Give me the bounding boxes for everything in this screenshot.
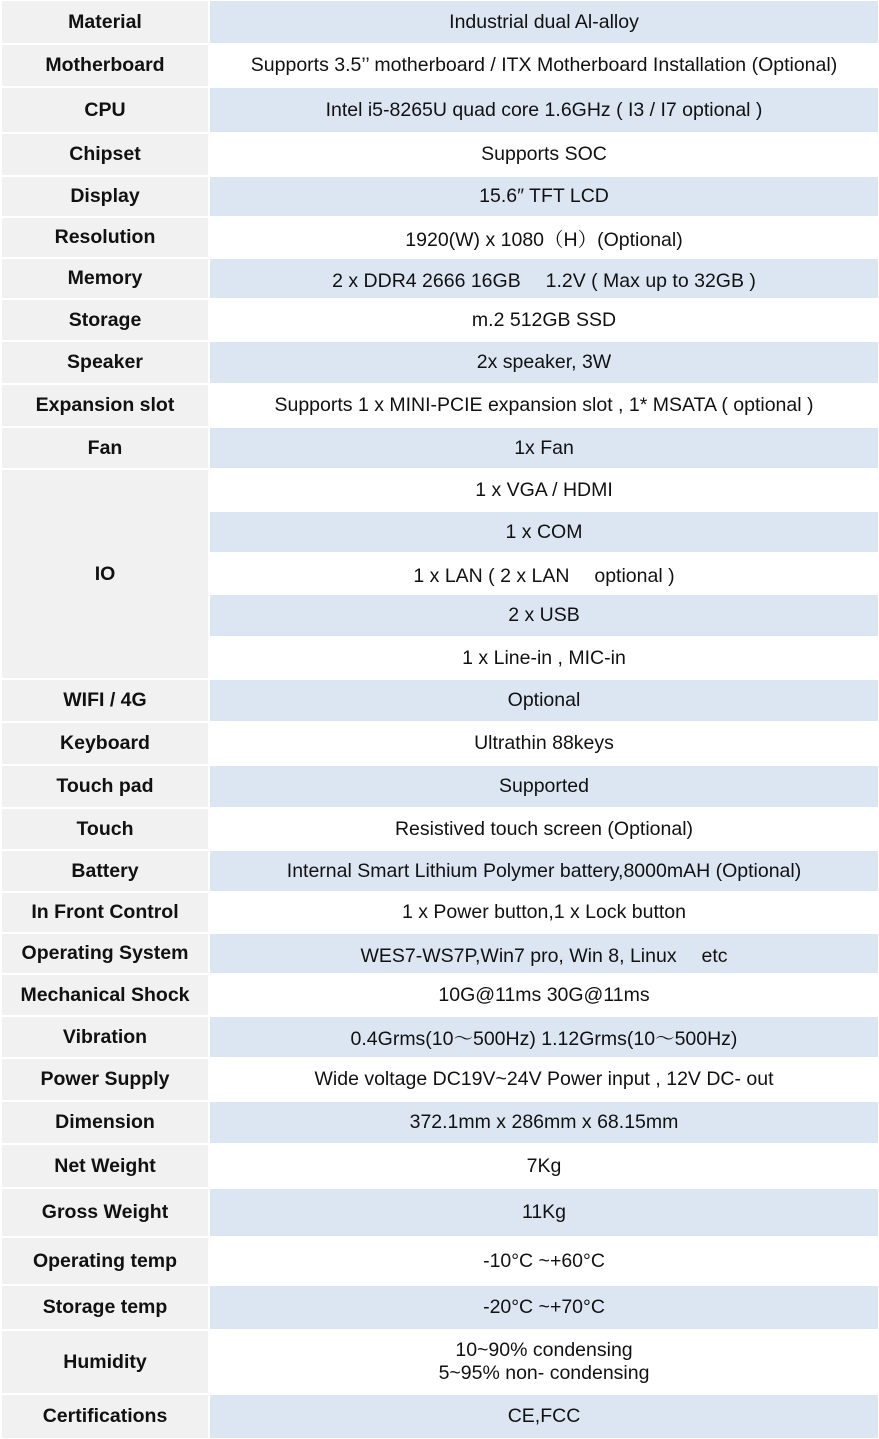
- spec-label: Vibration: [2, 1017, 208, 1057]
- spec-value: [210, 595, 878, 636]
- spec-value: [210, 512, 878, 552]
- spec-label: Display: [2, 177, 208, 216]
- spec-value-line: m.2 512GB SSD: [471, 308, 617, 331]
- spec-value-line: 2x speaker, 3W: [476, 351, 612, 373]
- spec-value-line: Supported: [499, 775, 589, 797]
- spec-value-line: Supports 3.5’’ motherboard / ITX Motherboard Installation (Optional): [250, 54, 838, 76]
- spec-label: Gross Weight: [2, 1189, 208, 1236]
- spec-label: Memory: [2, 259, 208, 298]
- spec-label: Storage temp: [2, 1286, 208, 1329]
- spec-value-line: WES7-WS7P,Win7 pro, Win 8, Linux etc: [360, 944, 728, 967]
- spec-value: [210, 218, 878, 257]
- spec-value-line: CE,FCC: [507, 1405, 581, 1427]
- spec-label: Touch pad: [2, 766, 208, 807]
- spec-label: Operating temp: [2, 1238, 208, 1284]
- spec-label: In Front Control: [2, 893, 208, 932]
- spec-value-line: -10°C ~+60°C: [483, 1249, 605, 1272]
- spec-label: Net Weight: [2, 1145, 208, 1187]
- spec-value: [210, 259, 878, 298]
- spec-value: [210, 851, 878, 891]
- spec-label: CPU: [2, 88, 208, 132]
- spec-value-line: Resistived touch screen (Optional): [394, 817, 694, 840]
- spec-label: WIFI / 4G: [2, 680, 208, 721]
- spec-value-line: Supports SOC: [481, 143, 607, 165]
- spec-value: [210, 342, 878, 383]
- spec-value: [210, 1331, 878, 1393]
- spec-value: [210, 638, 878, 678]
- spec-label: Speaker: [2, 342, 208, 383]
- spec-value-line: Internal Smart Lithium Polymer battery,8000mAH (Optional): [286, 859, 802, 882]
- spec-label: Motherboard: [2, 45, 208, 86]
- spec-value: [210, 177, 878, 216]
- spec-value-line: 1x Fan: [514, 436, 574, 459]
- spec-value: [210, 300, 878, 340]
- spec-value-line: 5~95% non- condensing: [438, 1362, 650, 1384]
- spec-value-line: Intel i5-8265U quad core 1.6GHz ( I3 / I7 optional ): [325, 98, 763, 121]
- spec-value-line: 10~90% condensing: [455, 1339, 633, 1361]
- spec-value-line: 1 x Line-in , MIC-in: [462, 646, 626, 669]
- spec-value: [210, 1017, 878, 1057]
- spec-value: [210, 1189, 878, 1236]
- spec-label: Mechanical Shock: [2, 975, 208, 1015]
- spec-label: Chipset: [2, 134, 208, 175]
- spec-value: [210, 893, 878, 932]
- spec-value-line: Wide voltage DC19V~24V Power input , 12V DC- out: [314, 1068, 774, 1090]
- spec-value: [210, 385, 878, 426]
- spec-value: [210, 134, 878, 175]
- spec-label: Storage: [2, 300, 208, 340]
- spec-value-line: 1 x LAN ( 2 x LAN optional ): [413, 564, 675, 587]
- spec-label: Certifications: [2, 1395, 208, 1438]
- spec-label: IO: [2, 470, 208, 678]
- spec-value: [210, 1395, 878, 1438]
- spec-value-line: 1 x Power button,1 x Lock button: [401, 901, 686, 923]
- spec-value-line: 0.4Grms(10～500Hz) 1.12Grms(10～500Hz): [350, 1028, 738, 1050]
- spec-label: Keyboard: [2, 723, 208, 764]
- spec-value: [210, 723, 878, 764]
- spec-value: [210, 45, 878, 86]
- spec-value-line: 11Kg: [521, 1201, 567, 1223]
- spec-value: [210, 554, 878, 593]
- spec-value-line: 2 x DDR4 2666 16GB 1.2V ( Max up to 32GB ): [332, 269, 756, 292]
- spec-value: [210, 1286, 878, 1329]
- spec-value: [210, 934, 878, 973]
- spec-value: [210, 1145, 878, 1187]
- spec-label: Power Supply: [2, 1059, 208, 1100]
- spec-value-line: Industrial dual Al-alloy: [449, 10, 639, 33]
- spec-label: Operating System: [2, 934, 208, 973]
- spec-value: [210, 1102, 878, 1143]
- spec-value: [210, 766, 878, 807]
- spec-value: [210, 1238, 878, 1284]
- spec-value-line: 1 x COM: [505, 520, 583, 543]
- spec-value-line: 2 x USB: [508, 604, 580, 626]
- spec-label: Humidity: [2, 1331, 208, 1393]
- spec-value: [210, 470, 878, 510]
- spec-value-line: -20°C ~+70°C: [483, 1296, 605, 1318]
- spec-label: Fan: [2, 428, 208, 468]
- spec-value: [210, 809, 878, 849]
- spec-value-line: 1 x VGA / HDMI: [475, 478, 613, 501]
- spec-value-line: 372.1mm x 286mm x 68.15mm: [409, 1111, 679, 1133]
- spec-value-line: Optional: [507, 689, 581, 711]
- spec-label: Touch: [2, 809, 208, 849]
- spec-value: [210, 680, 878, 721]
- spec-value-line: Ultrathin 88keys: [474, 732, 614, 754]
- spec-value-line: 15.6″ TFT LCD: [479, 185, 609, 207]
- spec-value: [210, 1, 878, 43]
- spec-value-line: Supports 1 x MINI-PCIE expansion slot , 1* MSATA ( optional ): [274, 394, 814, 416]
- spec-value: [210, 975, 878, 1015]
- spec-value: [210, 1059, 878, 1100]
- spec-label: Material: [2, 1, 208, 43]
- spec-value: [210, 428, 878, 468]
- spec-value-line: 1920(W) x 1080（H）(Optional): [405, 228, 683, 251]
- spec-value: [210, 88, 878, 132]
- spec-label: Battery: [2, 851, 208, 891]
- spec-value-line: 10G@11ms 30G@11ms: [438, 983, 650, 1006]
- spec-label: Expansion slot: [2, 385, 208, 426]
- spec-label: Resolution: [2, 218, 208, 257]
- spec-value-line: 7Kg: [526, 1154, 562, 1177]
- spec-label: Dimension: [2, 1102, 208, 1143]
